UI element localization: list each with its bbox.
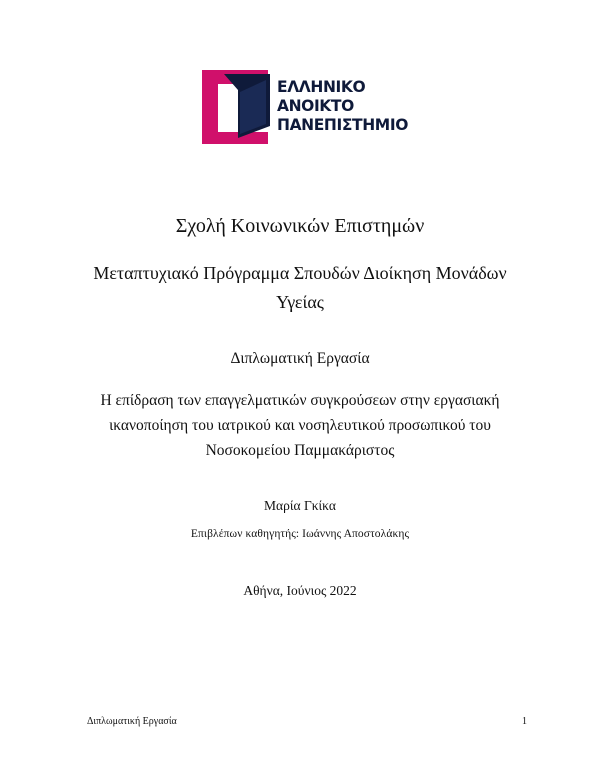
thesis-type: Διπλωματική Εργασία: [230, 350, 370, 367]
program-line-2: Υγείας: [276, 292, 324, 312]
school-name: Σχολή Κοινωνικών Επιστημών: [175, 215, 425, 237]
logo-line-3: ΠΑΝΕΠΙΣΤΗΜΙΟ: [277, 116, 408, 134]
program-name: [0, 259, 600, 317]
logo-line-2: ΑΝΟΙΚΤΟ: [277, 97, 354, 115]
university-logo: [200, 68, 410, 146]
logo-line-1: ΕΛΛΗΝΙΚΟ: [277, 78, 366, 96]
thesis-title-line-3: Νοσοκομείου Παμμακάριστος: [205, 442, 395, 459]
place-date: Αθήνα, Ιούνιος 2022: [243, 583, 357, 598]
thesis-title: [0, 388, 600, 463]
page-number: 1: [522, 716, 527, 727]
thesis-title-line-1: Η επίδραση των επαγγελματικών συγκρούσεων στην εργασιακή: [100, 392, 500, 409]
program-line-1: Μεταπτυχιακό Πρόγραμμα Σπουδών Διοίκηση Μονάδων: [93, 263, 507, 283]
logo-mark-icon: [200, 68, 280, 146]
logo-wordmark: [277, 78, 408, 135]
footer-label: Διπλωματική Εργασία: [87, 716, 177, 727]
thesis-title-line-2: ικανοποίηση του ιατρικού και νοσηλευτικού προσωπικού του: [109, 417, 491, 434]
author-name: Μαρία Γκίκα: [264, 498, 336, 513]
supervisor: Επιβλέπων καθηγητής: Ιωάννης Αποστολάκης: [190, 528, 410, 540]
